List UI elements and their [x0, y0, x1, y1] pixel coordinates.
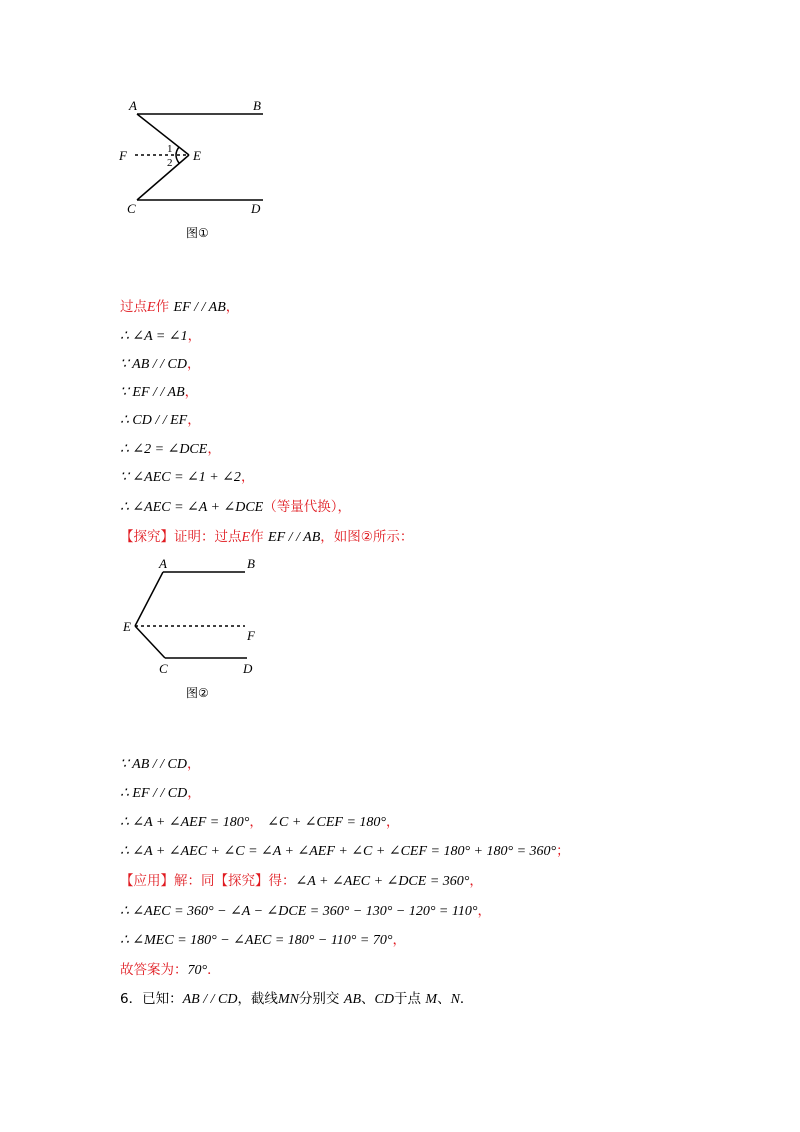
label-angle-2: 2 — [167, 157, 173, 169]
line-17: 故答案为：70°． — [120, 962, 221, 978]
line-7: ∵ ∠AEC = ∠1 + ∠2， — [120, 469, 255, 485]
label-c: C — [127, 201, 136, 216]
segment-ec — [137, 155, 189, 200]
label-d: D — [243, 661, 253, 676]
figure-1 — [115, 92, 275, 227]
label-a: A — [159, 556, 167, 571]
line-15: ∴ ∠AEC = 360° − ∠A − ∠DCE = 360° − 130° − 120° = 110°， — [120, 903, 491, 919]
line-2: ∴ ∠A = ∠1， — [120, 328, 202, 344]
label-e: E — [193, 148, 201, 163]
line-6: ∴ ∠2 = ∠DCE， — [120, 441, 221, 457]
line-18: 6．已知：AB / / CD，截线MN分别交 AB、CD于点 M、N． — [120, 991, 474, 1007]
line-5: ∴ CD / / EF， — [120, 412, 201, 428]
line-11: ∴ EF / / CD， — [120, 785, 201, 801]
line-16: ∴ ∠MEC = 180° − ∠AEC = 180° − 110° = 70°， — [120, 932, 406, 948]
line-3: ∵ AB / / CD， — [120, 356, 201, 372]
figure-2-caption: 图② — [186, 686, 209, 700]
segment-ec — [135, 626, 165, 658]
line-14: 【应用】解：同【探究】得：∠A + ∠AEC + ∠DCE = 360°， — [120, 873, 483, 889]
label-e: E — [123, 619, 131, 634]
line-10: ∵ AB / / CD， — [120, 756, 201, 772]
line-12: ∴ ∠A + ∠AEF = 180°， ∠C + ∠CEF = 180°， — [120, 814, 400, 830]
label-b: B — [253, 98, 261, 113]
line-9: 【探究】证明：过点E作 EF / / AB，如图②所示： — [120, 529, 414, 545]
label-d: D — [251, 201, 261, 216]
label-f: F — [247, 628, 255, 643]
label-f: F — [119, 148, 127, 163]
figure-2 — [115, 552, 275, 682]
segment-ae — [135, 572, 163, 626]
line-1: 过点E作 EF / / AB， — [120, 299, 240, 315]
label-a: A — [129, 98, 137, 113]
line-8: ∴ ∠AEC = ∠A + ∠DCE（等量代换）， — [120, 499, 351, 515]
label-b: B — [247, 556, 255, 571]
figure-1-caption: 图① — [186, 226, 209, 240]
label-angle-1: 1 — [167, 143, 173, 155]
label-c: C — [159, 661, 168, 676]
line-4: ∵ EF / / AB， — [120, 384, 199, 400]
segment-ae — [137, 114, 189, 155]
line-13: ∴ ∠A + ∠AEC + ∠C = ∠A + ∠AEF + ∠C + ∠CEF = 180° + 180° = 360°； — [120, 843, 570, 859]
